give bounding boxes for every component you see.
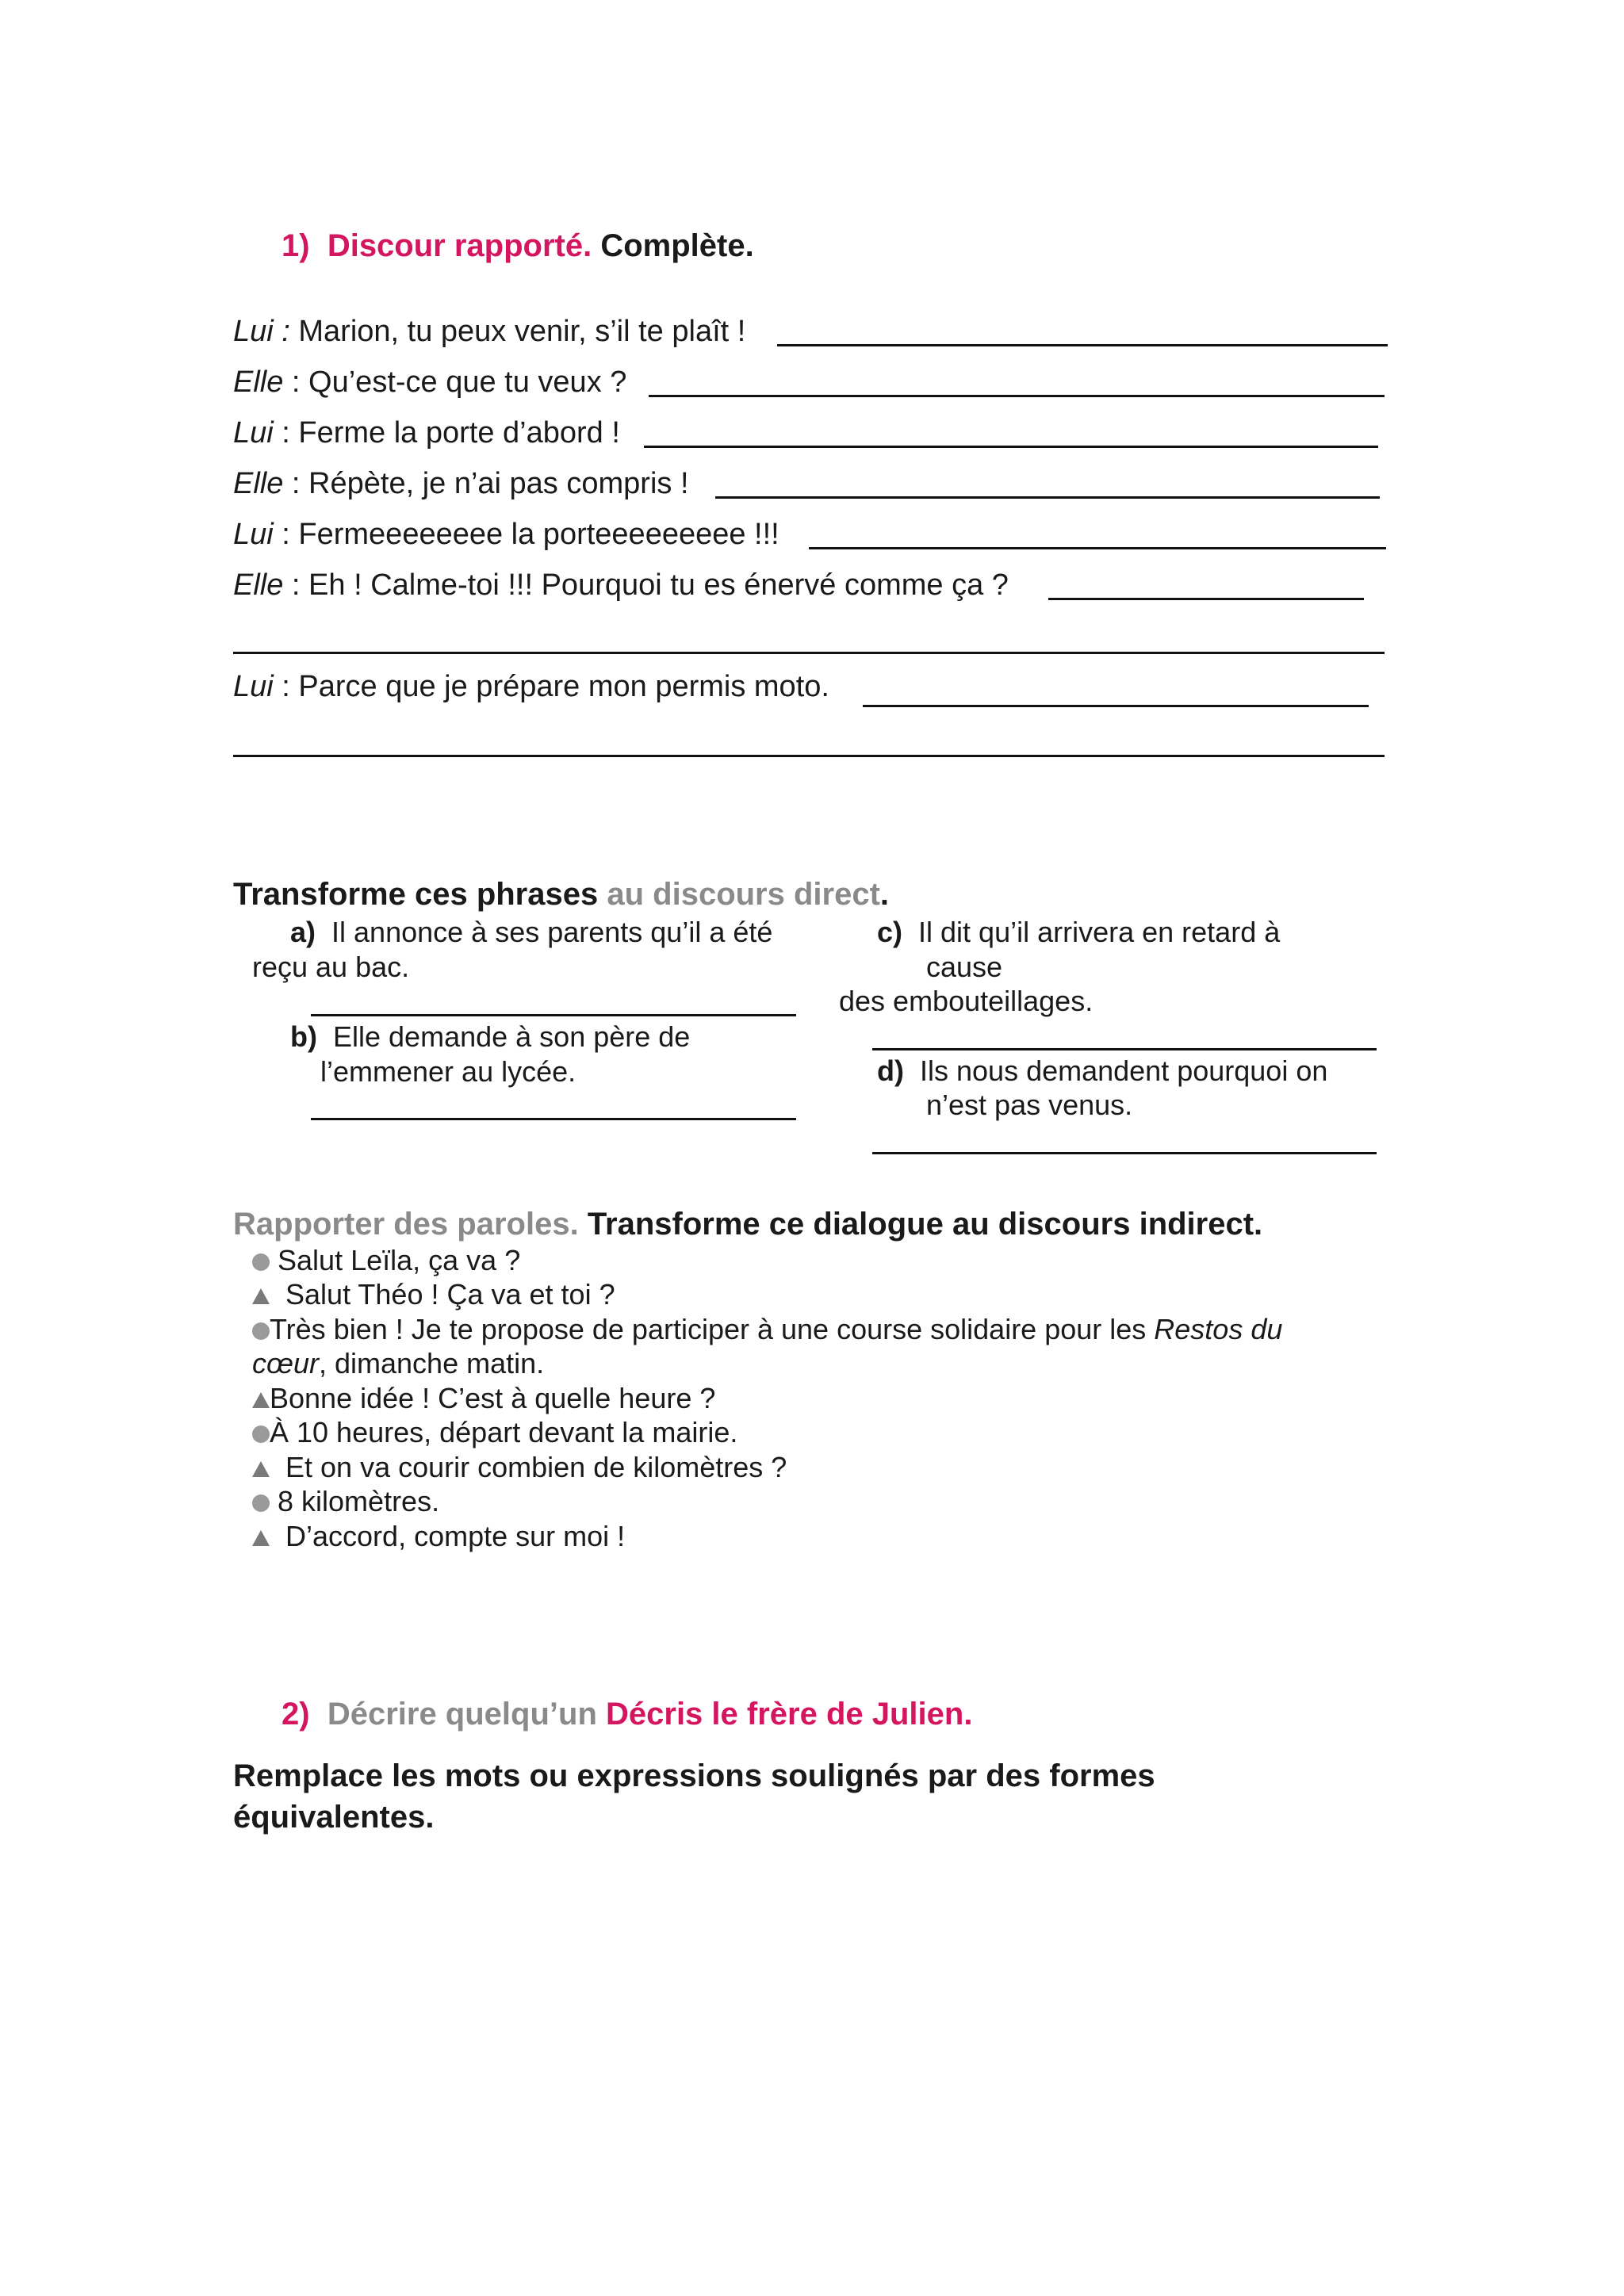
indirect-line-2 bbox=[252, 1277, 615, 1312]
section1-heading bbox=[282, 227, 754, 265]
answer-line-b[interactable] bbox=[311, 1118, 796, 1120]
indirect-line-1 bbox=[252, 1243, 520, 1278]
section2-instruction-2: équivalentes. bbox=[233, 1800, 435, 1835]
dialogue-text: : Ferme la porte d’abord ! bbox=[273, 416, 620, 450]
dialogue-text: Marion, tu peux venir, s’il te plaît ! bbox=[289, 315, 746, 348]
direct-heading bbox=[233, 875, 889, 913]
item-b-text-2: l’emmener au lycée. bbox=[320, 1055, 576, 1088]
answer-line[interactable] bbox=[1048, 598, 1364, 600]
indirect-text-italic: cœur bbox=[252, 1347, 319, 1380]
dialogue-line-6 bbox=[233, 567, 1009, 603]
circle-bullet-icon bbox=[252, 1494, 270, 1512]
speaker-label: Lui bbox=[233, 518, 274, 551]
answer-line[interactable] bbox=[863, 705, 1369, 707]
indirect-text: Et on va courir combien de kilomètres ? bbox=[285, 1451, 787, 1483]
triangle-bullet-icon bbox=[252, 1461, 270, 1477]
answer-line-c[interactable] bbox=[872, 1048, 1377, 1050]
section1-title-black: Complète. bbox=[600, 228, 754, 263]
item-d-label: d) bbox=[877, 1054, 904, 1087]
item-c-text-3: des embouteillages. bbox=[839, 985, 1094, 1017]
answer-line-a[interactable] bbox=[311, 1014, 796, 1016]
indirect-title-gray: Rapporter des paroles. bbox=[233, 1207, 579, 1242]
answer-line[interactable] bbox=[233, 755, 1385, 757]
indirect-text: Très bien ! Je te propose de participer à une course solidaire pour les bbox=[270, 1313, 1155, 1345]
direct-title-end: . bbox=[879, 877, 890, 912]
dialogue-line-4 bbox=[233, 465, 689, 502]
indirect-text: D’accord, compte sur moi ! bbox=[285, 1520, 626, 1552]
speaker-label: Elle bbox=[233, 365, 284, 399]
item-a-label: a) bbox=[290, 916, 316, 948]
dialogue-text: : Répète, je n’ai pas compris ! bbox=[283, 467, 689, 500]
item-c-label: c) bbox=[877, 916, 903, 948]
dialogue-line-5 bbox=[233, 516, 779, 553]
item-d-text: Ils nous demandent pourquoi on bbox=[920, 1054, 1328, 1087]
indirect-line-3 bbox=[252, 1312, 1394, 1347]
triangle-bullet-icon bbox=[252, 1392, 270, 1408]
dialogue-line-7 bbox=[233, 668, 829, 705]
dialogue-line-1 bbox=[233, 313, 745, 350]
circle-bullet-icon bbox=[252, 1425, 270, 1443]
indirect-line-7 bbox=[252, 1484, 439, 1519]
speaker-label: Elle bbox=[233, 568, 284, 602]
item-d bbox=[877, 1054, 1327, 1089]
item-b-label: b) bbox=[290, 1020, 317, 1053]
indirect-text-italic: Restos du bbox=[1154, 1313, 1283, 1345]
section2-number: 2) bbox=[282, 1697, 310, 1732]
item-b-text: Elle demande à son père de bbox=[333, 1020, 691, 1053]
item-a bbox=[290, 915, 772, 950]
indirect-text: 8 kilomètres. bbox=[278, 1485, 440, 1517]
speaker-label: Lui bbox=[233, 416, 274, 450]
triangle-bullet-icon bbox=[252, 1288, 270, 1304]
item-d-text-2: n’est pas venus. bbox=[926, 1089, 1133, 1121]
indirect-text: Salut Théo ! Ça va et toi ? bbox=[285, 1278, 615, 1311]
triangle-bullet-icon bbox=[252, 1530, 270, 1546]
circle-bullet-icon bbox=[252, 1253, 270, 1271]
item-b bbox=[290, 1020, 690, 1054]
dialogue-text: : Parce que je prépare mon permis moto. bbox=[273, 670, 829, 703]
direct-title-gray: au discours direct bbox=[607, 877, 880, 912]
indirect-title-black: Transforme ce dialogue au discours indirect. bbox=[587, 1207, 1263, 1242]
dialogue-line-3 bbox=[233, 415, 620, 451]
indirect-text: Bonne idée ! C’est à quelle heure ? bbox=[270, 1382, 716, 1414]
item-a-text-2: reçu au bac. bbox=[252, 951, 410, 983]
indirect-text: À 10 heures, départ devant la mairie. bbox=[270, 1416, 738, 1448]
section1-title-pink: Discour rapporté. bbox=[327, 228, 592, 263]
answer-line[interactable] bbox=[649, 395, 1385, 397]
item-c-text-2: cause bbox=[926, 951, 1003, 983]
answer-line[interactable] bbox=[777, 344, 1388, 346]
answer-line-d[interactable] bbox=[872, 1152, 1377, 1154]
indirect-heading bbox=[233, 1205, 1262, 1243]
section1-number: 1) bbox=[282, 228, 310, 263]
indirect-line-4 bbox=[252, 1381, 715, 1416]
section2-title-pink: Décris le frère de Julien. bbox=[606, 1697, 973, 1732]
item-c bbox=[877, 915, 1280, 950]
section2-instruction-1: Remplace les mots ou expressions soulignés par des formes bbox=[233, 1758, 1155, 1793]
answer-line[interactable] bbox=[715, 496, 1380, 499]
dialogue-text: : Eh ! Calme-toi !!! Pourquoi tu es énervé comme ça ? bbox=[283, 568, 1009, 602]
item-a-text: Il annonce à ses parents qu’il a été bbox=[331, 916, 773, 948]
answer-line[interactable] bbox=[233, 652, 1385, 654]
dialogue-text: : Qu’est-ce que tu veux ? bbox=[283, 365, 627, 399]
answer-line[interactable] bbox=[809, 547, 1386, 549]
indirect-line-6 bbox=[252, 1450, 787, 1485]
section2-heading bbox=[282, 1695, 972, 1733]
dialogue-text: : Fermeeeeeeee la porteeeeeeeee !!! bbox=[273, 518, 779, 551]
item-c-text: Il dit qu’il arrivera en retard à bbox=[918, 916, 1281, 948]
speaker-label: Lui : bbox=[233, 315, 290, 348]
indirect-line-5 bbox=[252, 1415, 737, 1450]
indirect-text: Salut Leïla, ça va ? bbox=[278, 1244, 521, 1276]
section2-title-gray: Décrire quelqu’un bbox=[327, 1697, 597, 1732]
speaker-label: Lui bbox=[233, 670, 274, 703]
direct-title-black: Transforme ces phrases bbox=[233, 877, 599, 912]
dialogue-line-2 bbox=[233, 364, 626, 400]
speaker-label: Elle bbox=[233, 467, 284, 500]
indirect-line-3b bbox=[252, 1346, 544, 1381]
indirect-text: , dimanche matin. bbox=[319, 1347, 545, 1380]
answer-line[interactable] bbox=[644, 446, 1378, 448]
indirect-line-8 bbox=[252, 1519, 625, 1554]
circle-bullet-icon bbox=[252, 1322, 270, 1340]
